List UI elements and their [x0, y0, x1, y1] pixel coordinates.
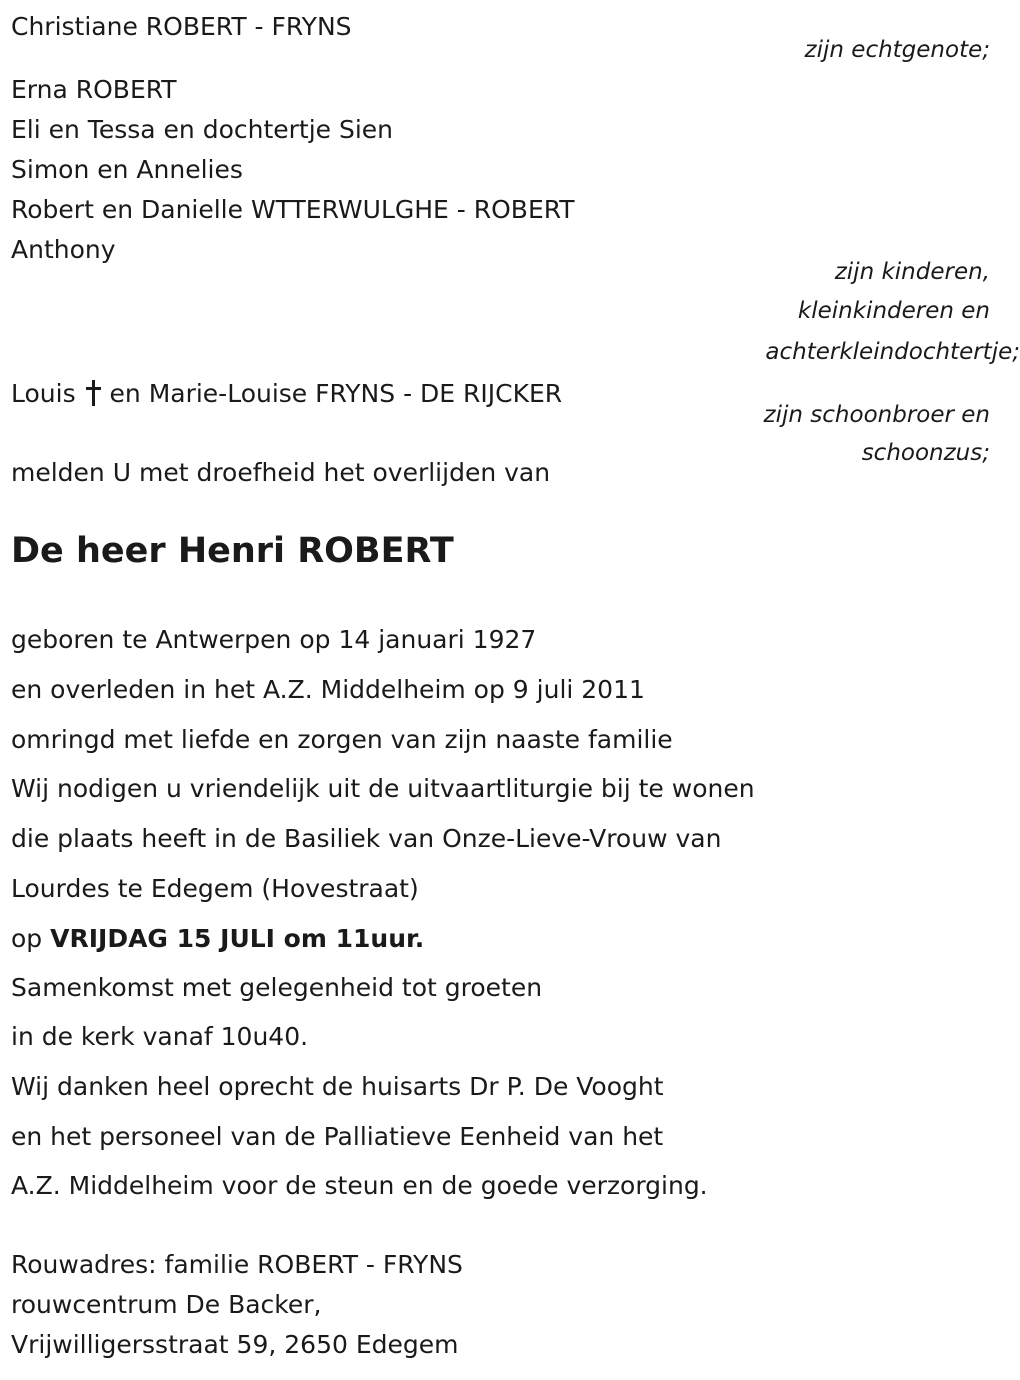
inlaws-role: zijn schoonbroer en — [763, 402, 990, 428]
spouse-role: zijn echtgenote; — [804, 37, 990, 63]
address-line: rouwcentrum De Backer, — [11, 1290, 322, 1319]
inlaws-line — [11, 380, 562, 406]
detail-line: Lourdes te Edegem (Hovestraat) — [11, 874, 419, 903]
children-role: zijn kinderen, — [834, 259, 990, 285]
inlaws-role: schoonzus; — [861, 440, 990, 466]
children-role: achterkleindochtertje; — [765, 339, 1020, 365]
date-prefix: op — [11, 924, 43, 953]
child-line: Eli en Tessa en dochtertje Sien — [11, 115, 394, 144]
detail-line: geboren te Antwerpen op 14 januari 1927 — [11, 625, 537, 654]
child-line: Robert en Danielle WTTERWULGHE - ROBERT — [11, 195, 575, 224]
announcement: melden U met droefheid het overlijden van — [11, 458, 551, 487]
child-line: Erna ROBERT — [11, 75, 177, 104]
detail-line: Wij danken heel oprecht de huisarts Dr P. De Vooght — [11, 1072, 664, 1101]
ceremony-date-line — [11, 926, 424, 951]
cross-icon — [86, 380, 100, 406]
deceased-name: De heer Henri ROBERT — [11, 531, 454, 571]
address-line: Rouwadres: familie ROBERT - FRYNS — [11, 1250, 463, 1279]
detail-line: en overleden in het A.Z. Middelheim op 9 juli 2011 — [11, 675, 645, 704]
detail-line: Samenkomst met gelegenheid tot groeten — [11, 973, 543, 1002]
detail-line: omringd met liefde en zorgen van zijn naaste familie — [11, 725, 673, 754]
detail-line: en het personeel van de Palliatieve Eenheid van het — [11, 1122, 664, 1151]
detail-line: Wij nodigen u vriendelijk uit de uitvaartliturgie bij te wonen — [11, 774, 755, 803]
address-line: Vrijwilligersstraat 59, 2650 Edegem — [11, 1330, 459, 1359]
ceremony-date: VRIJDAG 15 JULI om 11uur. — [50, 924, 425, 953]
child-line: Simon en Annelies — [11, 155, 243, 184]
inlaws-rest: en Marie-Louise FRYNS - DE RIJCKER — [109, 379, 563, 408]
child-line: Anthony — [11, 235, 116, 264]
detail-line: die plaats heeft in de Basiliek van Onze-Lieve-Vrouw van — [11, 824, 722, 853]
inlaws-first-name: Louis — [11, 379, 76, 408]
children-role: kleinkinderen en — [797, 298, 990, 324]
detail-line: in de kerk vanaf 10u40. — [11, 1022, 309, 1051]
detail-line: A.Z. Middelheim voor de steun en de goede verzorging. — [11, 1171, 708, 1200]
spouse-name: Christiane ROBERT - FRYNS — [11, 12, 352, 41]
